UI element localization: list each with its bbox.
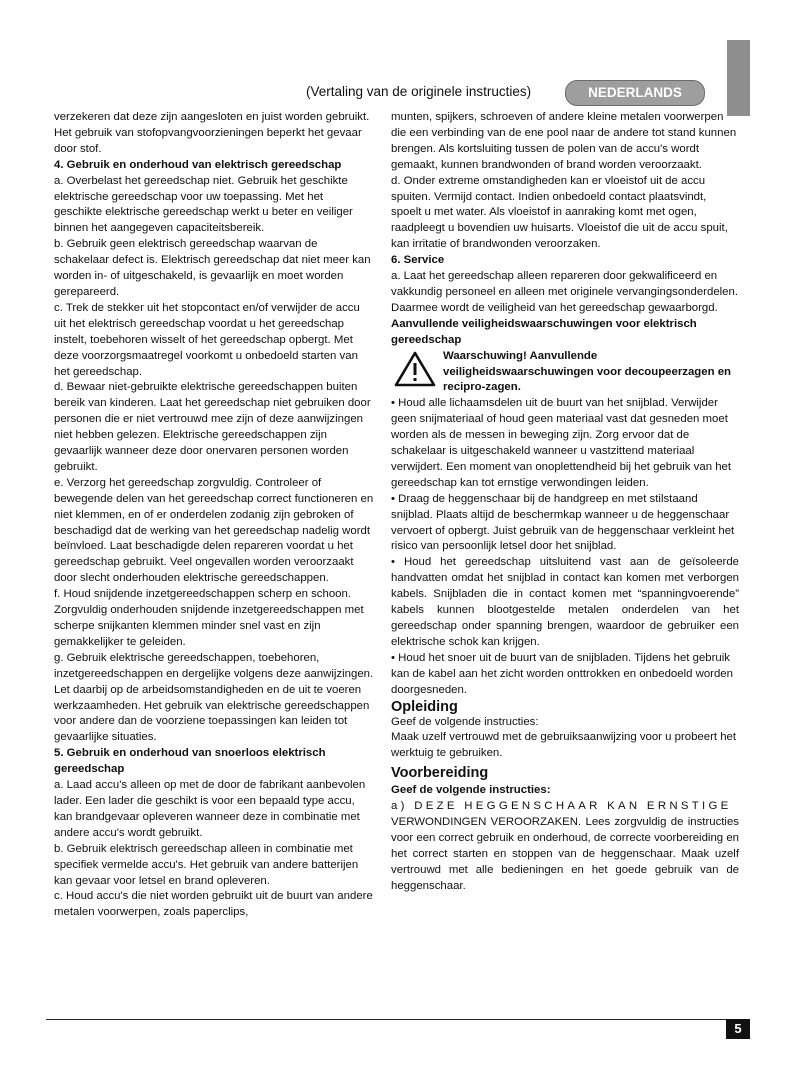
bullet-item: • Houd alle lichaamsdelen uit de buurt van het snijblad. Verwijder geen snijmateriaal of houd geen materiaal vast dat gesneden moet worden als de messen in beweging zijn. Zorg ervoor dat de schakelaar is uitgeschakeld wanneer u vastzittend materiaal verwijdert. Een moment van onoplettendheid bij het gebruik van het gereedschap kan tot ernstige verwondingen leiden. bbox=[391, 397, 732, 489]
page-number: 5 bbox=[726, 1019, 750, 1039]
voorbereiding-heading: Voorbereiding bbox=[391, 765, 489, 782]
paragraph: a. Overbelast het gereedschap niet. Gebruik het geschikte elektrische gereedschap voor uw toepassing. Met het geschikte elektrische gereedschap werkt u beter en veiliger binnen het aangegeven capaciteitsbereik. bbox=[54, 174, 353, 235]
opleiding-line: Maak uzelf vertrouwd met de gebruiksaanwijzing voor u probeert het werktuig te gebruiken. bbox=[391, 731, 737, 760]
paragraph: b. Gebruik geen elektrisch gereedschap waarvan de schakelaar defect is. Elektrisch gereedschap dat niet meer kan worden in- of uitgeschakeld, is gevaarlijk en moet worden gerepareerd. bbox=[54, 238, 371, 298]
paragraph: d. Onder extreme omstandigheden kan er vloeistof uit de accu spuiten. Vermijd contact. Indien onbedoeld contact plaatsvindt, spoelt u met water. Als vloeistof in aanraking komt met ogen, raadpleegt u bovendien uw huisarts. Vloeistof die uit de accu spuit, kan irritatie of brandwonden veroorzaken. bbox=[391, 174, 728, 251]
paragraph: a. Laat het gereedschap alleen repareren door gekwalificeerd en vakkundig personeel en alleen met originele vervangingsonderdelen. Daarmee wordt de veiligheid van het gereedschap gewaarborgd. bbox=[391, 270, 739, 314]
paragraph: verzekeren dat deze zijn aangesloten en juist worden gebruikt. Het gebruik van stofopvangvoorzieningen beperkt het gevaar door stof. bbox=[54, 111, 370, 155]
opleiding-heading: Opleiding bbox=[391, 698, 458, 715]
section-heading: 4. Gebruik en onderhoud van elektrisch gereedschap bbox=[54, 158, 342, 171]
paragraph: a. Laad accu's alleen op met de door de fabrikant aanbevolen lader. Een lader die geschikt is voor een bepaald type accu, kan brandgevaar opleveren wanneer deze in combinatie met andere accu's wordt gebruikt. bbox=[54, 779, 366, 839]
bullet-item: • Houd het snoer uit de buurt van de snijbladen. Tijdens het gebruik kan de kabel aan het zicht worden onttrokken en onbedoeld worden doorgesneden. bbox=[391, 651, 733, 696]
bullet-item: • Houd het gereedschap uitsluitend vast aan de geïsoleerde handvatten omdat het snijblad in contact kan komen met verborgen kabels. Snijbladen die in contact komen met “spanningvoerende” kabels kunnen blootgestelde metalen onderdelen van het gereedschap onder spanning brengen, waardoor de gebruiker een elektrische schok kan krijgen. bbox=[391, 556, 739, 648]
voorbereiding-text: VERWONDINGEN VEROORZAKEN. Lees zorgvuldig de instructies voor een correct gebruik en onderhoud, de correcte voorbereiding en het correct starten en stoppen van de heggenschaar. Maak uzelf vertrouwd met alle bedieningen en het goede gebruik van de heggenschaar. bbox=[391, 816, 739, 892]
header-caption: (Vertaling van de originele instructies) bbox=[306, 84, 532, 99]
voorbereiding-caps-line: a) DEZE HEGGENSCHAAR KAN ERNSTIGE bbox=[391, 800, 732, 813]
opleiding-line: Geef de volgende instructies: bbox=[391, 715, 539, 728]
warning-text: Waarschuwing! Aanvullende veiligheidswaarschuwingen voor decoupeerzagen en recipro-zagen. bbox=[443, 349, 732, 394]
voorbereiding-subheading: Geef de volgende instructies: bbox=[391, 784, 551, 797]
left-column bbox=[54, 110, 374, 921]
side-tab-marker bbox=[727, 40, 750, 116]
warning-triangle-icon bbox=[393, 350, 437, 388]
paragraph: g. Gebruik elektrische gereedschappen, toebehoren, inzetgereedschappen en dergelijke volgens deze aanwijzingen. Let daarbij op de arbeidsomstandigheden en de uit te voeren werkzaamheden. Het gebruik van elektrische gereedschappen voor andere dan de voorziene toepassingen kan leiden tot gevaarlijke situaties. bbox=[54, 651, 374, 744]
language-badge: NEDERLANDS bbox=[565, 80, 705, 106]
paragraph: f. Houd snijdende inzetgereedschappen scherp en schoon. Zorgvuldig onderhouden snijdende inzetgereedschappen met scherpe snijkanten klemmen minder snel vast en zijn gemakkelijker te geleiden. bbox=[54, 588, 364, 648]
paragraph: munten, spijkers, schroeven of andere kleine metalen voorwerpen die een verbinding van de ene pool naar de andere tot stand kunnen brengen. Als kortsluiting tussen de polen van de accu's wordt gemaakt, kunnen brandwonden of brand worden veroorzaakt. bbox=[391, 111, 737, 171]
paragraph: d. Bewaar niet-gebruikte elektrische gereedschappen buiten bereik van kinderen. Laat het gereedschap niet gebruiken door personen die er niet vertrouwd mee zijn of deze aanwijzingen niet hebben gelezen. Elektrische gereedschappen zijn gevaarlijk wanneer deze door onervaren personen worden gebruikt. bbox=[54, 381, 371, 473]
paragraph: c. Trek de stekker uit het stopcontact en/of verwijder de accu uit het elektrisch gereedschap voordat u het gereedschap instelt, toebehoren wisselt of het gereedschap opbergt. Met deze voorzorgsmaatregel voorkomt u onbedoeld starten van het gereedschap. bbox=[54, 301, 360, 378]
paragraph: c. Houd accu's die niet worden gebruikt uit de buurt van andere metalen voorwerpen, zoals paperclips, bbox=[54, 890, 373, 919]
paragraph: e. Verzorg het gereedschap zorgvuldig. Controleer of bewegende delen van het gereedschap correct functioneren en niet klemmen, en of er onderdelen zodanig zijn gebroken of beschadigd dat de werking van het gereedschap nadelig wordt beïnvloed. Laat beschadigde delen repareren voordat u het gereedschap gebruikt. Veel ongevallen worden veroorzaakt door slecht onderhouden elektrische gereedschappen. bbox=[54, 476, 374, 585]
footer-rule bbox=[46, 1019, 750, 1020]
section-heading: 6. Service bbox=[391, 254, 445, 267]
section-heading: Aanvullende veiligheidswaarschuwingen voor elektrisch gereedschap bbox=[391, 317, 697, 346]
warning-block bbox=[391, 349, 739, 397]
right-column bbox=[391, 110, 739, 895]
section-heading: 5. Gebruik en onderhoud van snoerloos elektrisch gereedschap bbox=[54, 747, 326, 776]
bullet-item: • Draag de heggenschaar bij de handgreep en met stilstaand snijblad. Plaats altijd de beschermkap wanneer u de heggenschaar vervoert of opbergt. Juist gebruik van de heggenschaar verkleint het risico van persoonlijk letsel door het snijblad. bbox=[391, 492, 735, 553]
paragraph: b. Gebruik elektrisch gereedschap alleen in combinatie met specifiek vermelde accu's. Het gebruik van andere batterijen kan gevaar voor letsel en brand opleveren. bbox=[54, 842, 359, 887]
